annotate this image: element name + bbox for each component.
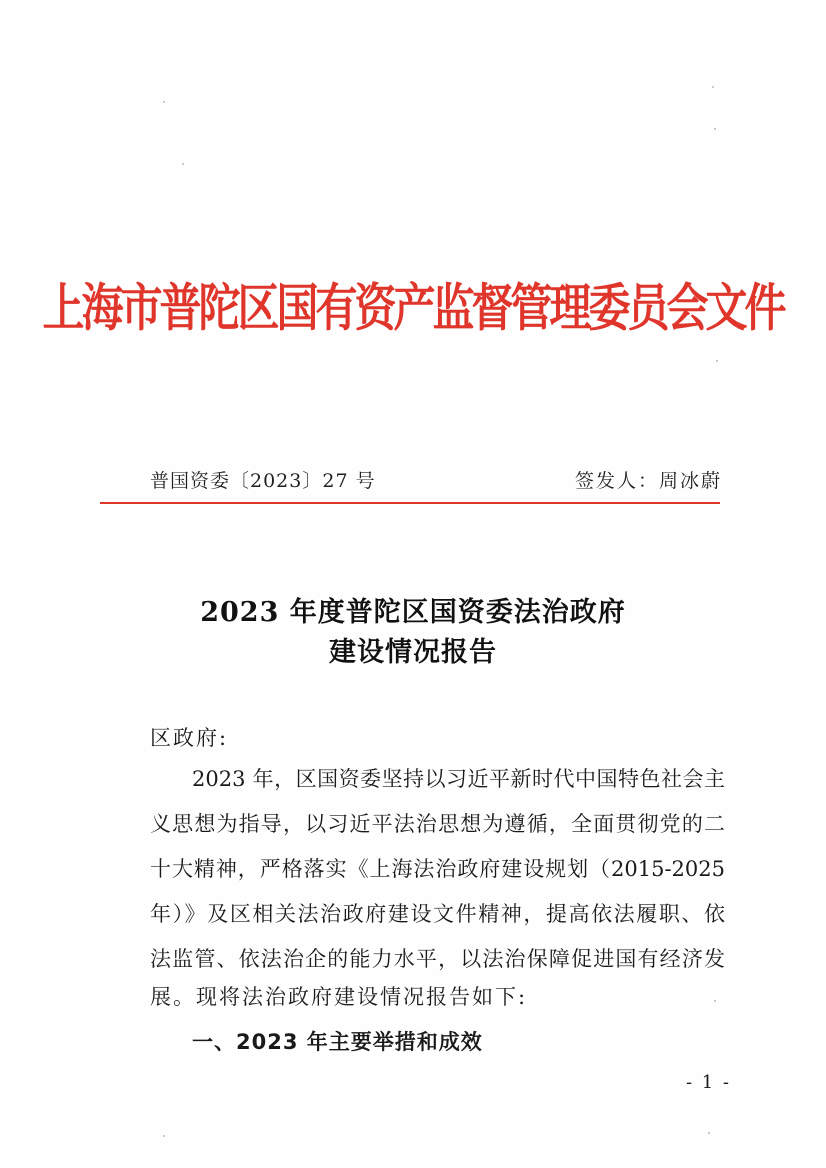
issuer-signature: 签发人：周冰蔚 — [574, 470, 722, 492]
scan-speck — [182, 163, 184, 165]
section-heading: 一、2023 年主要举措和成效 — [192, 1030, 483, 1054]
document-number: 普国资委〔2023〕27 号 — [150, 470, 376, 492]
report-title-line-1: 2023 年度普陀区国资委法治政府 — [200, 597, 626, 628]
page-number: - 1 - — [685, 1072, 731, 1093]
scan-speck — [163, 101, 165, 103]
paragraph-line-6: 展。现将法治政府建设情况报告如下: — [150, 985, 528, 1009]
scan-speck — [716, 360, 718, 362]
salutation: 区政府: — [150, 726, 229, 750]
red-divider-line — [100, 502, 720, 504]
scan-speck — [708, 1132, 710, 1134]
paragraph-line-4: 年）》及区相关法治政府建设文件精神，提高依法履职、依 — [150, 902, 725, 926]
paragraph-line-2: 义思想为指导，以习近平法治思想为遵循，全面贯彻党的二 — [150, 812, 725, 836]
paragraph-line-3: 十大精神，严格落实《上海法治政府建设规划（2015-2025 — [150, 857, 725, 881]
report-title-line-2: 建设情况报告 — [329, 637, 497, 668]
scan-speck — [163, 1135, 165, 1137]
paragraph-line-1: 2023 年，区国资委坚持以习近平新时代中国特色社会主 — [192, 767, 725, 791]
scan-speck — [714, 128, 716, 130]
org-header-title: 上海市普陀区国有资产监督管理委员会文件 — [42, 277, 784, 338]
scan-speck — [714, 1000, 716, 1002]
scan-speck — [712, 86, 714, 88]
paragraph-line-5: 法监管、依法治企的能力水平，以法治保障促进国有经济发 — [150, 947, 725, 971]
